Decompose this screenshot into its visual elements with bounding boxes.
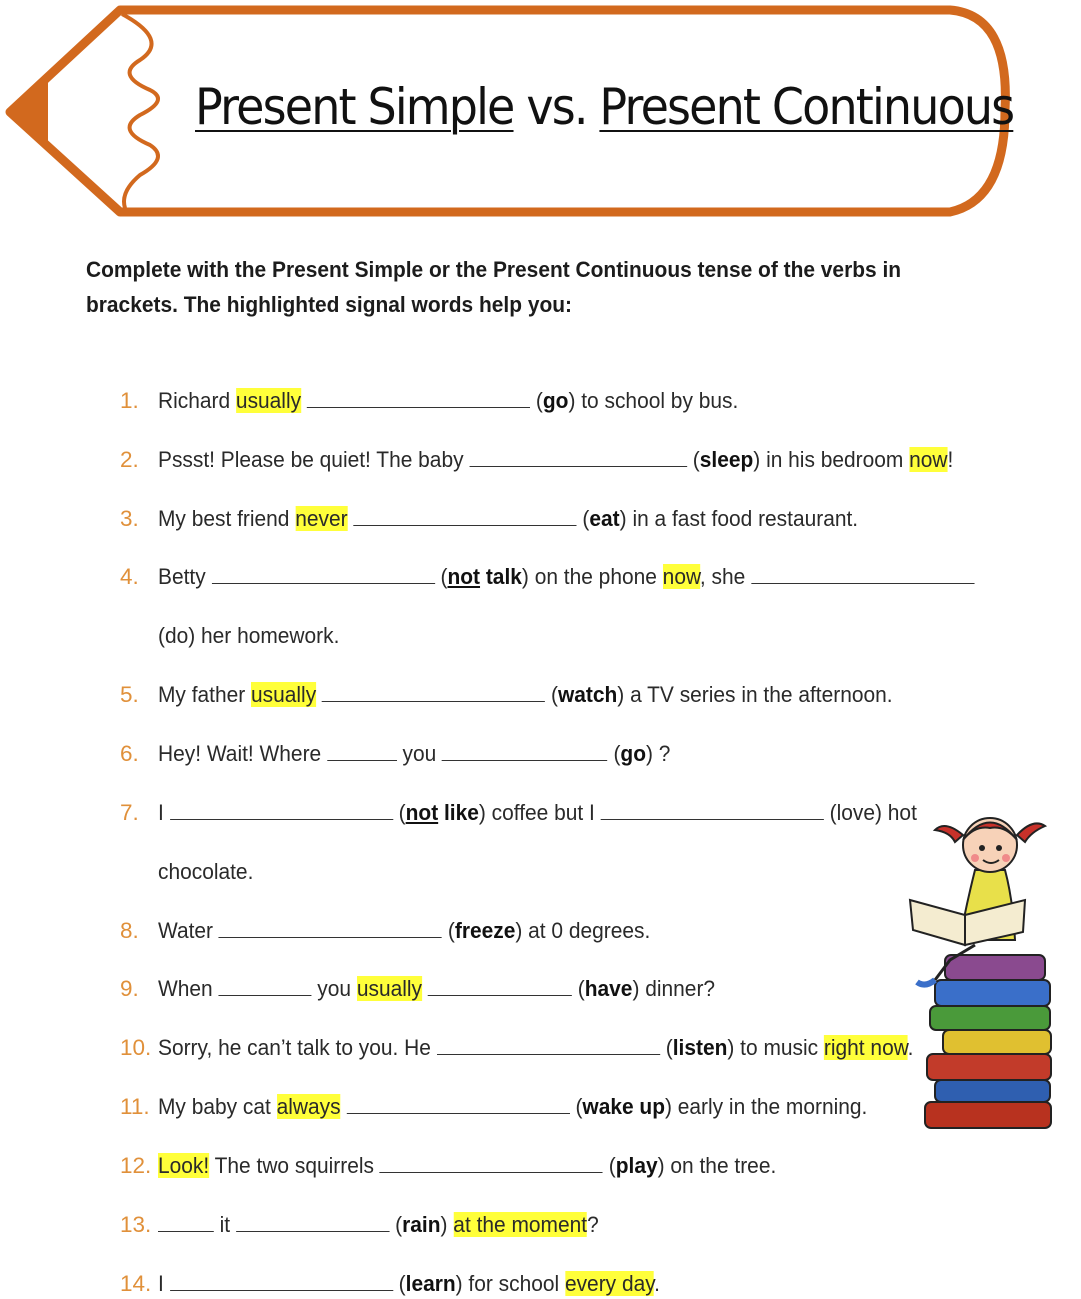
answer-blank[interactable] [380, 1154, 603, 1173]
answer-blank[interactable] [170, 801, 393, 820]
answer-blank[interactable] [219, 919, 442, 938]
page-title: Present Simple vs. Present Continuous [195, 78, 1014, 136]
answer-blank[interactable] [158, 1213, 214, 1232]
answer-blank[interactable] [442, 742, 608, 761]
answer-blank[interactable] [212, 565, 435, 584]
answer-blank[interactable] [322, 683, 545, 702]
answer-blank[interactable] [327, 742, 397, 761]
exercise-continuation: chocolate. [158, 859, 254, 884]
answer-blank[interactable] [751, 565, 974, 584]
answer-blank[interactable] [469, 448, 687, 467]
answer-blank[interactable] [601, 801, 824, 820]
answer-blank[interactable] [346, 1095, 569, 1114]
answer-blank[interactable] [170, 1272, 393, 1291]
answer-blank[interactable] [437, 1036, 660, 1055]
answer-blank[interactable] [428, 977, 572, 996]
exercise-continuation: (do) her homework. [158, 623, 340, 648]
answer-blank[interactable] [307, 389, 530, 408]
girl-reading-on-books-icon [905, 800, 1055, 1130]
answer-blank[interactable] [353, 507, 576, 526]
instructions: Complete with the Present Simple or the Present Continuous tense of the verbs in brackets. The highlighted signal words help you: [86, 257, 902, 317]
answer-blank[interactable] [236, 1213, 389, 1232]
answer-blank[interactable] [218, 977, 311, 996]
